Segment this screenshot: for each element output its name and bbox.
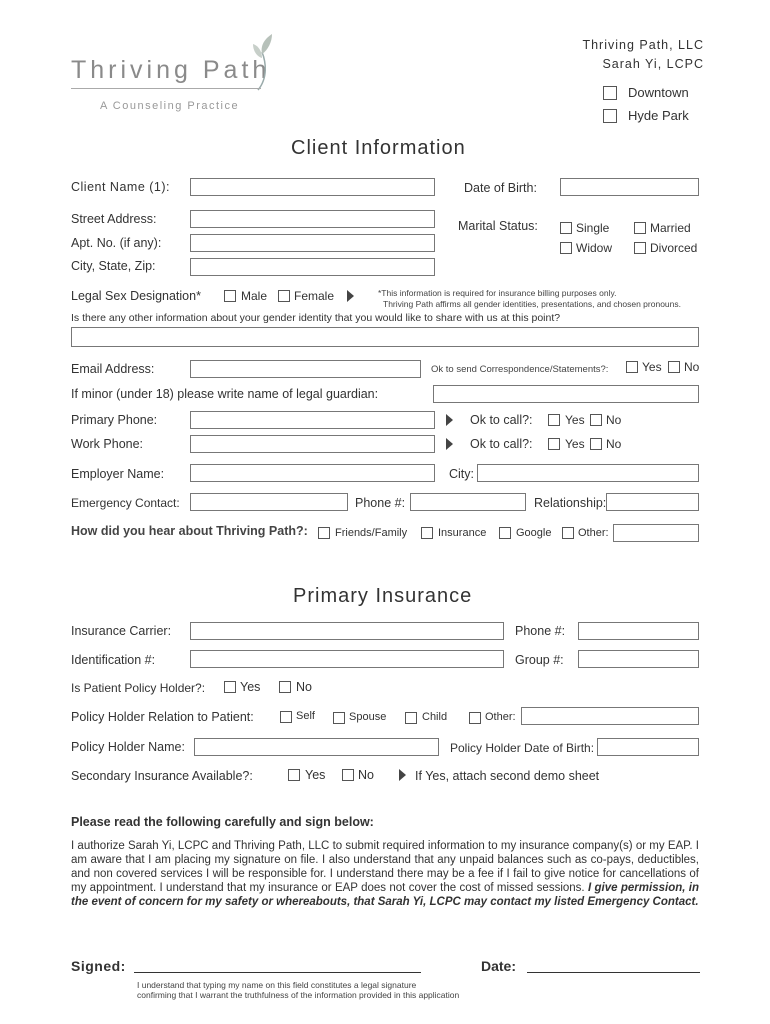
marital-divorced-checkbox[interactable]	[634, 242, 646, 254]
work-call-no-checkbox[interactable]	[590, 438, 602, 450]
relation-child-label: Child	[422, 711, 448, 723]
secondary-yes-checkbox[interactable]	[288, 769, 300, 781]
emergency-input[interactable]	[190, 493, 348, 511]
marital-widow-checkbox[interactable]	[560, 242, 572, 254]
consent-body: I authorize Sarah Yi, LCPC and Thriving Path, LLC to submit required information to my insurance company(s) or my EAP. I am aware that I am placing my signature on file. I also understand that any unpaid balances such as co-pays, deductibles, and non covered services I will be responsible for. I understand there may be a fee if I fail to give notice for cancellations of my appointment. I understand that my insurance or EAP does not cover the cost of missed sessions.	[71, 840, 699, 894]
secondary-no-checkbox[interactable]	[342, 769, 354, 781]
primary-phone-label: Primary Phone:	[71, 413, 158, 427]
work-call-yes-checkbox[interactable]	[548, 438, 560, 450]
sex-male-label: Male	[241, 289, 268, 303]
work-call-no-label: No	[606, 437, 622, 451]
hear-google-checkbox[interactable]	[499, 527, 511, 539]
employer-label: Employer Name:	[71, 467, 165, 481]
work-phone-label: Work Phone:	[71, 437, 144, 451]
relationship-label: Relationship:	[534, 496, 607, 510]
sex-female-checkbox[interactable]	[278, 290, 290, 302]
ins-phone-label: Phone #:	[515, 624, 566, 638]
marital-married-checkbox[interactable]	[634, 222, 646, 234]
location-hydepark-label: Hyde Park	[628, 108, 689, 123]
relation-label: Policy Holder Relation to Patient:	[71, 710, 254, 724]
marital-widow-label: Widow	[576, 241, 613, 255]
gender-question: Is there any other information about your gender identity that you would like to share with us at this point?	[71, 312, 561, 324]
emergency-phone-input[interactable]	[410, 493, 526, 511]
city-input[interactable]	[190, 258, 435, 276]
secondary-yes-label: Yes	[305, 768, 326, 782]
secondary-label: Secondary Insurance Available?:	[71, 769, 253, 783]
logo-underline	[71, 88, 261, 89]
primary-call-no-checkbox[interactable]	[590, 414, 602, 426]
holder-name-input[interactable]	[194, 738, 439, 756]
holder-no-checkbox[interactable]	[279, 681, 291, 693]
holder-name-label: Policy Holder Name:	[71, 740, 185, 754]
secondary-note: If Yes, attach second demo sheet	[415, 769, 600, 783]
relation-other-checkbox[interactable]	[469, 712, 481, 724]
group-label: Group #:	[515, 653, 564, 667]
marital-single-checkbox[interactable]	[560, 222, 572, 234]
hear-google-label: Google	[516, 527, 552, 539]
arrow-right-icon	[399, 769, 406, 781]
hear-other-input[interactable]	[613, 524, 699, 542]
provider-name: Sarah Yi, LCPC	[602, 57, 704, 71]
hear-insurance-label: Insurance	[438, 527, 487, 539]
consent-paragraph	[71, 839, 699, 909]
ins-phone-input[interactable]	[578, 622, 699, 640]
apt-input[interactable]	[190, 234, 435, 252]
logo-tagline: A Counseling Practice	[100, 100, 240, 112]
arrow-right-icon	[347, 290, 354, 302]
holder-dob-input[interactable]	[597, 738, 699, 756]
sex-male-checkbox[interactable]	[224, 290, 236, 302]
city-label: City, State, Zip:	[71, 259, 156, 273]
work-ok-call-label: Ok to call?:	[470, 437, 533, 451]
apt-label: Apt. No. (if any):	[71, 236, 162, 250]
dob-label: Date of Birth:	[464, 181, 537, 195]
relation-other-label: Other:	[485, 711, 516, 723]
guardian-label: If minor (under 18) please write name of legal guardian:	[71, 387, 379, 401]
marital-married-label: Married	[650, 221, 691, 235]
relation-self-checkbox[interactable]	[280, 711, 292, 723]
holder-dob-label: Policy Holder Date of Birth:	[450, 741, 595, 755]
date-line[interactable]	[527, 972, 700, 973]
identification-input[interactable]	[190, 650, 504, 668]
sex-note-2: Thriving Path affirms all gender identities, presentations, and chosen pronouns.	[383, 299, 681, 309]
relation-spouse-checkbox[interactable]	[333, 712, 345, 724]
holder-yes-label: Yes	[240, 680, 261, 694]
email-input[interactable]	[190, 360, 421, 378]
date-label: Date:	[481, 958, 517, 974]
correspondence-yes-label: Yes	[642, 360, 662, 374]
carrier-label: Insurance Carrier:	[71, 624, 172, 638]
legal-sex-label: Legal Sex Designation*	[71, 289, 201, 303]
insurance-title: Primary Insurance	[293, 585, 473, 607]
relation-child-checkbox[interactable]	[405, 712, 417, 724]
emergency-phone-label: Phone #:	[355, 496, 406, 510]
marital-single-label: Single	[576, 221, 610, 235]
is-holder-label: Is Patient Policy Holder?:	[71, 681, 206, 695]
relationship-input[interactable]	[606, 493, 699, 511]
street-input[interactable]	[190, 210, 435, 228]
location-hydepark-checkbox[interactable]	[603, 109, 617, 123]
marital-status-label: Marital Status:	[458, 219, 538, 233]
location-downtown-checkbox[interactable]	[603, 86, 617, 100]
client-name-input[interactable]	[190, 178, 435, 196]
consent-emphasis: I give permission, in the event of concern for my safety or whereabouts, that Sarah Yi, LCPC may contact my listed Emergency Contact.	[71, 882, 700, 908]
primary-phone-input[interactable]	[190, 411, 435, 429]
hear-friends-checkbox[interactable]	[318, 527, 330, 539]
holder-yes-checkbox[interactable]	[224, 681, 236, 693]
company-name: Thriving Path, LLC	[582, 38, 704, 52]
relation-spouse-label: Spouse	[349, 711, 387, 723]
signed-label: Signed:	[71, 958, 126, 974]
secondary-no-label: No	[358, 768, 374, 782]
logo-name: Thriving Path	[71, 56, 271, 84]
correspondence-no-checkbox[interactable]	[668, 361, 680, 373]
guardian-input[interactable]	[433, 385, 699, 403]
correspondence-label: Ok to send Correspondence/Statements?:	[431, 364, 609, 375]
signature-note-1: I understand that typing my name on this field constitutes a legal signature	[137, 980, 417, 990]
carrier-input[interactable]	[190, 622, 504, 640]
holder-no-label: No	[296, 680, 312, 694]
sex-note-1: *This information is required for insurance billing purposes only.	[378, 288, 617, 298]
signature-line[interactable]	[134, 972, 421, 973]
hear-friends-label: Friends/Family	[335, 527, 408, 539]
signature-note-2: confirming that I warrant the truthfulness of the information provided in this application	[137, 990, 460, 1000]
arrow-right-icon	[446, 438, 453, 450]
group-input[interactable]	[578, 650, 699, 668]
emergency-label: Emergency Contact:	[71, 496, 180, 510]
relation-other-input[interactable]	[521, 707, 699, 725]
work-phone-input[interactable]	[190, 435, 435, 453]
consent-heading: Please read the following carefully and sign below:	[71, 815, 374, 829]
sex-female-label: Female	[294, 289, 335, 303]
street-label: Street Address:	[71, 212, 157, 226]
primary-call-no-label: No	[606, 413, 622, 427]
email-label: Email Address:	[71, 362, 155, 376]
client-info-title: Client Information	[291, 137, 466, 159]
marital-divorced-label: Divorced	[650, 241, 698, 255]
how-hear-label: How did you hear about Thriving Path?:	[71, 524, 308, 538]
employer-city-label: City:	[449, 467, 474, 481]
correspondence-yes-checkbox[interactable]	[626, 361, 638, 373]
identification-label: Identification #:	[71, 653, 156, 667]
hear-other-checkbox[interactable]	[562, 527, 574, 539]
primary-call-yes-label: Yes	[565, 413, 585, 427]
arrow-right-icon	[446, 414, 453, 426]
employer-city-input[interactable]	[477, 464, 699, 482]
relation-self-label: Self	[296, 710, 315, 722]
primary-ok-call-label: Ok to call?:	[470, 413, 533, 427]
primary-call-yes-checkbox[interactable]	[548, 414, 560, 426]
dob-input[interactable]	[560, 178, 699, 196]
hear-other-label: Other:	[578, 527, 609, 539]
client-name-label: Client Name (1):	[71, 180, 170, 194]
correspondence-no-label: No	[684, 360, 700, 374]
employer-input[interactable]	[190, 464, 435, 482]
hear-insurance-checkbox[interactable]	[421, 527, 433, 539]
location-downtown-label: Downtown	[628, 85, 689, 100]
leaf-icon	[250, 32, 280, 92]
gender-info-input[interactable]	[71, 327, 699, 347]
work-call-yes-label: Yes	[565, 437, 585, 451]
